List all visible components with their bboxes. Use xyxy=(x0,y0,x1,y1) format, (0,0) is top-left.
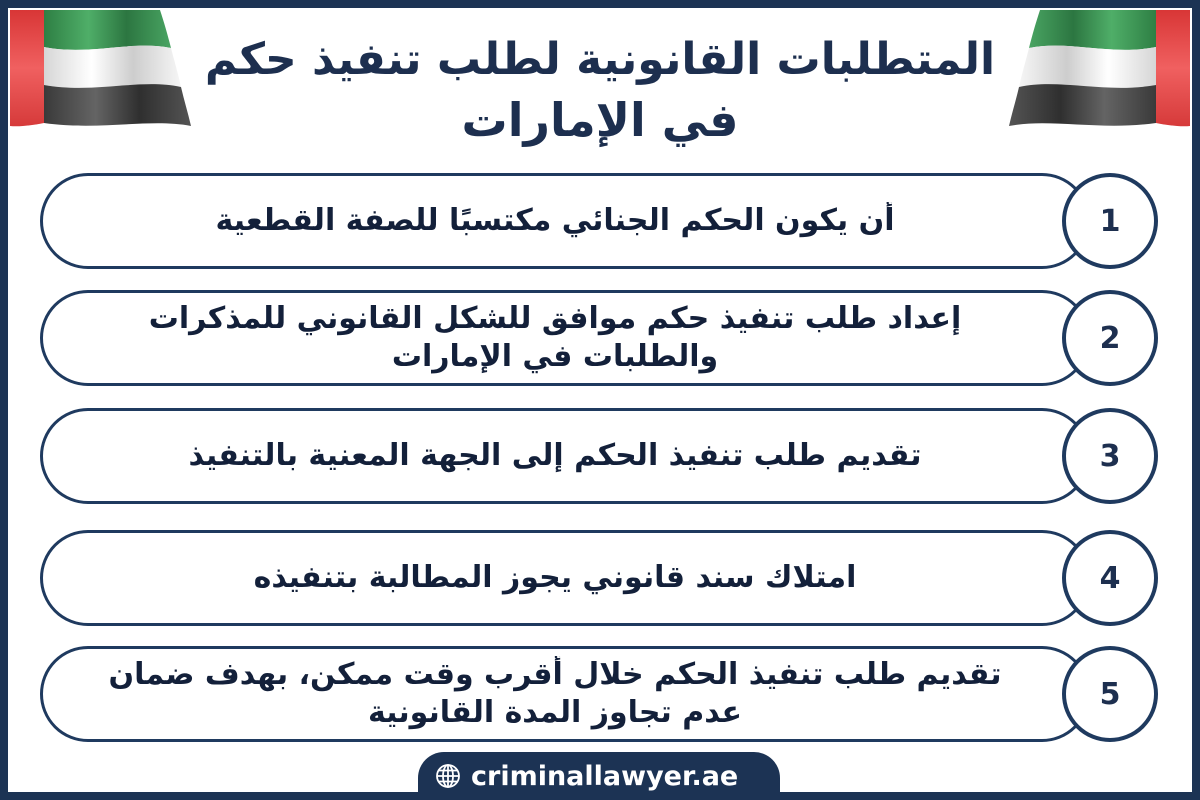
requirement-text xyxy=(73,176,1037,266)
requirement-text-line: أن يكون الحكم الجنائي مكتسبًا للصفة القطعية xyxy=(215,203,895,238)
requirement-text-line: عدم تجاوز المدة القانونية xyxy=(367,695,743,730)
uae-flag-left-icon xyxy=(10,10,192,128)
requirement-item-5 xyxy=(40,646,1160,742)
requirement-text xyxy=(73,411,1037,501)
requirement-text-line: تقديم طلب تنفيذ الحكم خلال أقرب وقت ممكن، بهدف ضمان xyxy=(108,657,1002,692)
requirement-pill xyxy=(40,290,1090,386)
step-number-badge: 5 xyxy=(1062,646,1158,742)
requirement-item-3 xyxy=(40,408,1160,504)
requirement-text-line: والطلبات في الإمارات xyxy=(391,339,719,374)
step-number-badge: 4 xyxy=(1062,530,1158,626)
requirement-text xyxy=(73,649,1037,739)
requirement-text-line: إعداد طلب تنفيذ حكم موافق للشكل القانوني للمذكرات xyxy=(148,301,962,336)
page-title xyxy=(200,30,1000,150)
footer-website-badge xyxy=(418,752,780,800)
uae-flag-right-icon xyxy=(1008,10,1190,128)
step-number-badge: 1 xyxy=(1062,173,1158,269)
step-number-badge: 3 xyxy=(1062,408,1158,504)
requirement-pill xyxy=(40,408,1090,504)
title-line-1: المتطلبات القانونية لطلب تنفيذ حكم xyxy=(204,34,996,85)
globe-icon xyxy=(435,763,461,789)
requirement-item-2 xyxy=(40,290,1160,386)
requirement-text-line: امتلاك سند قانوني يجوز المطالبة بتنفيذه xyxy=(253,560,857,595)
requirement-item-4 xyxy=(40,530,1160,626)
requirement-pill xyxy=(40,530,1090,626)
requirement-pill xyxy=(40,173,1090,269)
requirement-text xyxy=(73,293,1037,383)
website-text: criminallawyer.ae xyxy=(471,760,739,792)
step-number-badge: 2 xyxy=(1062,290,1158,386)
requirement-text xyxy=(73,533,1037,623)
requirement-item-1 xyxy=(40,173,1160,269)
requirement-pill xyxy=(40,646,1090,742)
title-line-2: في الإمارات xyxy=(461,93,739,147)
requirement-text-line: تقديم طلب تنفيذ الحكم إلى الجهة المعنية بالتنفيذ xyxy=(188,438,922,473)
